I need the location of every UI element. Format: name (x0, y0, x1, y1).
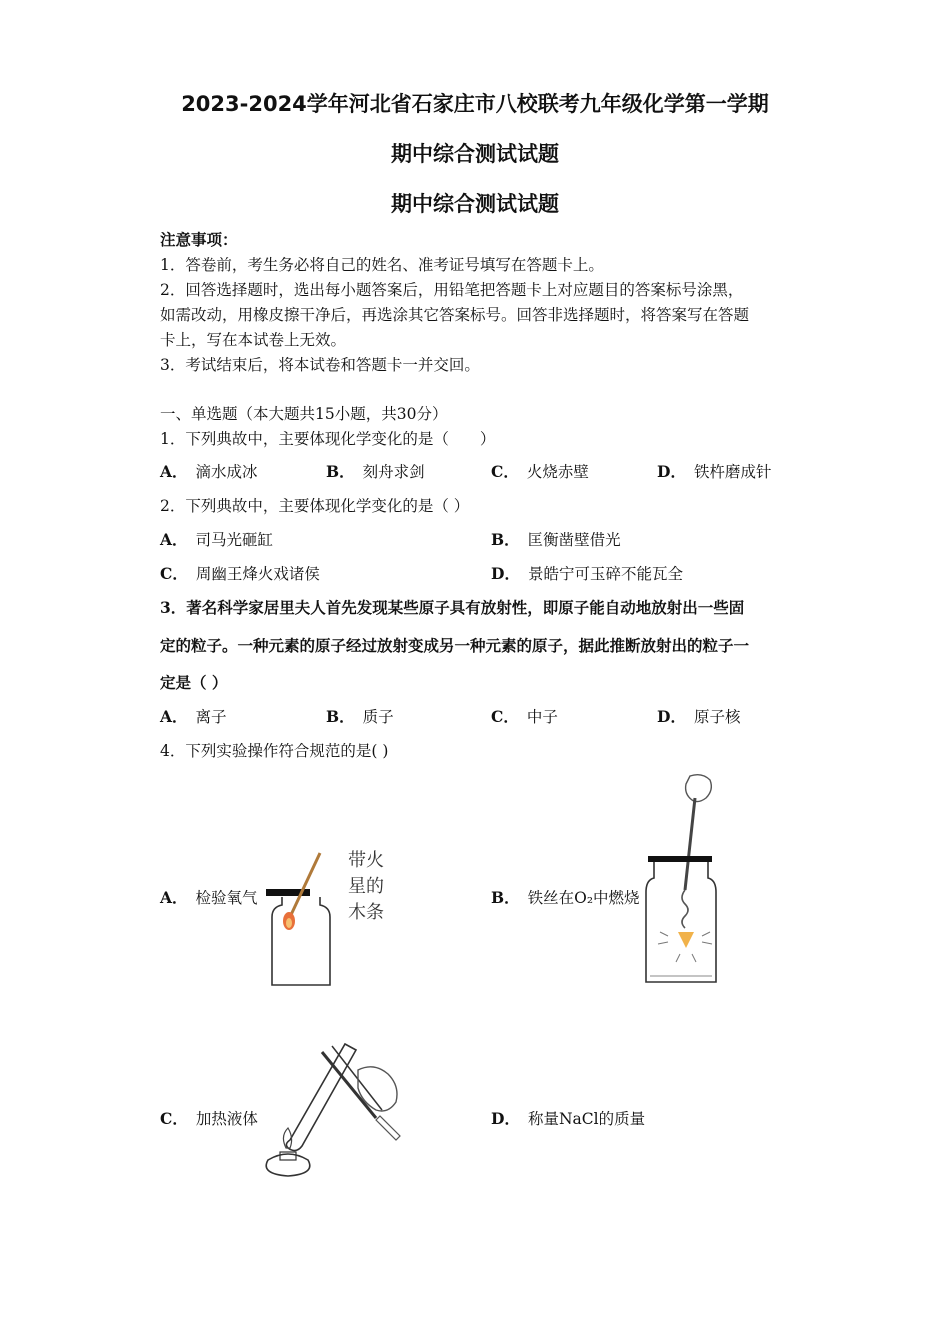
figure-c-heating-liquid (250, 1030, 410, 1180)
question-2-option-d[interactable]: D． 景皓宁可玉碎不能瓦全 (491, 564, 683, 583)
question-4-stem: 4．下列实验操作符合规范的是( ) (160, 742, 389, 760)
figure-a-label-line-2: 星的 (348, 876, 384, 897)
question-1-option-a[interactable]: A． 滴水成冰 (160, 462, 258, 481)
figure-a-label-line-3: 木条 (348, 902, 384, 923)
question-2-option-c[interactable]: C． 周幽王烽火戏诸侯 (160, 564, 320, 583)
alcohol-lamp (266, 1154, 310, 1176)
question-3-stem-line-1: 3．著名科学家居里夫人首先发现某些原子具有放射性，即原子能自动地放射出一些固 (160, 598, 745, 617)
figure-a-label-line-1: 带火 (348, 850, 384, 871)
question-4-option-c[interactable]: C． 加热液体 (160, 1109, 258, 1128)
cover-plate (648, 856, 712, 862)
notice-item-1: 1．答卷前，考生务必将自己的姓名、准考证号填写在答题卡上。 (160, 256, 604, 274)
page-subtitle-repeat: 期中综合测试试题 (391, 192, 559, 216)
notice-item-2-line-1: 2．回答选择题时，选出每小题答案后，用铅笔把答题卡上对应题目的答案标号涂黑， (160, 281, 744, 299)
page-subtitle: 期中综合测试试题 (391, 142, 559, 166)
page-title: 2023-2024学年河北省石家庄市八校联考九年级化学第一学期 (181, 92, 769, 116)
question-3-stem-line-3: 定是（ ） (160, 673, 228, 692)
question-1-option-c[interactable]: C． 火烧赤壁 (491, 462, 589, 481)
question-3-option-d[interactable]: D． 原子核 (657, 707, 741, 726)
question-1-option-d[interactable]: D． 铁杵磨成针 (657, 462, 772, 481)
section-heading: 一、单选题（本大题共15小题，共30分） (160, 405, 448, 423)
hand-icon (686, 775, 712, 802)
question-3-stem-line-2: 定的粒子。一种元素的原子经过放射变成另一种元素的原子，据此推断放射出的粒子一 (160, 636, 750, 655)
spark-icon (678, 932, 694, 948)
figure-a-label (348, 848, 384, 926)
notice-item-2-line-2: 如需改动，用橡皮擦干净后，再选涂其它答案标号。回答非选择题时，将答案写在答题 (160, 306, 750, 324)
question-3-option-a[interactable]: A． 离子 (160, 707, 227, 726)
question-3-option-b[interactable]: B． 质子 (326, 707, 394, 726)
question-4-option-d[interactable]: D． 称量NaCl的质量 (491, 1109, 646, 1128)
splint (290, 853, 320, 917)
notice-item-3: 3．考试结束后，将本试卷和答题卡一并交回。 (160, 356, 480, 374)
question-1-option-b[interactable]: B． 刻舟求剑 (326, 462, 425, 481)
test-tube (286, 1044, 356, 1151)
question-3-option-c[interactable]: C． 中子 (491, 707, 558, 726)
question-2-option-b[interactable]: B． 匡衡凿壁借光 (491, 530, 621, 549)
coiled-wire (682, 890, 688, 928)
question-2-option-a[interactable]: A． 司马光砸缸 (160, 530, 274, 549)
notice-heading: 注意事项： (160, 230, 238, 249)
notice-item-2-line-3: 卡上，写在本试卷上无效。 (160, 331, 347, 349)
question-2-stem: 2．下列典故中，主要体现化学变化的是（ ） (160, 497, 470, 515)
bottle-outline (272, 897, 330, 985)
jar-outline (646, 862, 716, 982)
figure-b-iron-wire-burning (640, 770, 730, 990)
question-4-option-b[interactable]: B． 铁丝在O₂中燃烧 (491, 888, 640, 907)
question-1-stem: 1．下列典故中，主要体现化学变化的是（ ） (160, 430, 496, 448)
wire-holder (685, 798, 695, 890)
question-4-option-a[interactable]: A． 检验氧气 (160, 888, 258, 907)
